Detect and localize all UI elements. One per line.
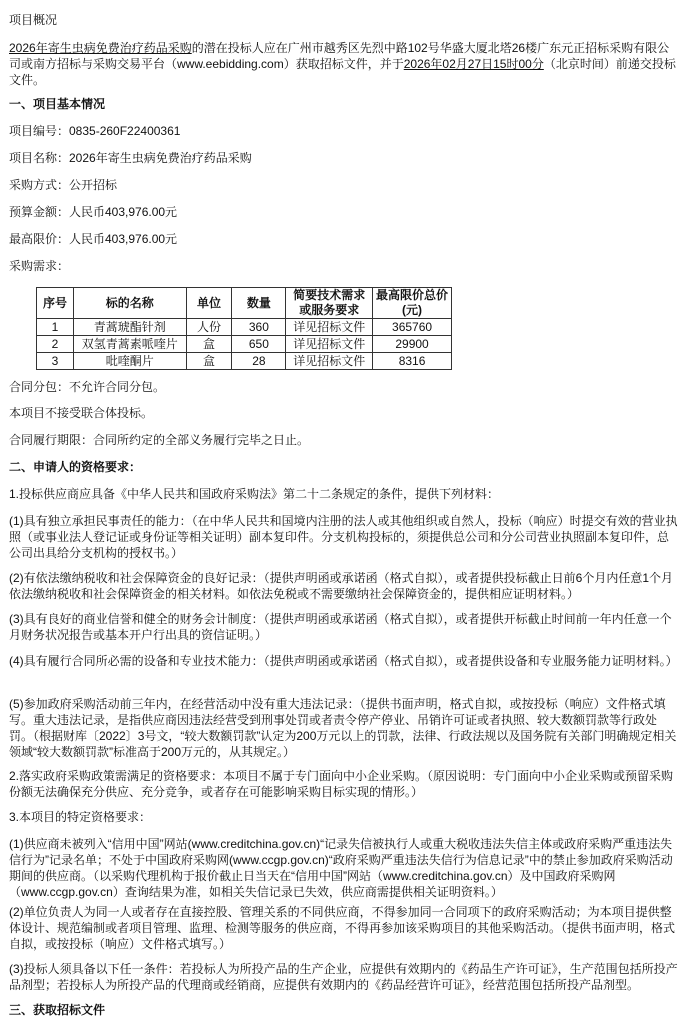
cell: 1 xyxy=(37,319,74,336)
col-header: 数量 xyxy=(232,288,286,319)
qualification-para: (2)单位负责人为同一人或者存在直接控股、管理关系的不同供应商，不得参加同一合同项下的政府采购活动；为本项目提供整体设计、规范编制或者项目管理、监理、检测等服务的供应商，不得再参加该采购项目的其他采购活动。（提供书面声明，格式自拟，或按投标（响应）文件格式填写。） xyxy=(9,905,676,951)
section1-title: 一、项目基本情况 xyxy=(9,97,106,111)
col-header: 标的名称 xyxy=(73,288,186,319)
qualification-para: (4)具有履行合同所必需的设备和专业技术能力：（提供声明函或承诺函（格式自拟），或者提供设备和专业服务能力证明材料。） xyxy=(9,654,678,668)
contract-period: 合同履行期限：合同所约定的全部义务履行完毕之日止。 xyxy=(9,433,310,447)
requirements-table xyxy=(36,287,452,370)
qualification-para: 2.落实政府采购政策需满足的资格要求：本项目不属于专门面向中小企业采购。（原因说明：专门面向中小企业采购或预留采购份额无法确保充分供应、充分竞争，或者存在可能影响采购目标实现的情形。） xyxy=(9,769,674,799)
cell: 详见招标文件 xyxy=(286,319,373,336)
cell: 盒 xyxy=(186,336,232,353)
budget: 预算金额：人民币403,976.00元 xyxy=(9,205,178,219)
cell: 365760 xyxy=(373,319,452,336)
cell: 人份 xyxy=(186,319,232,336)
cell: 2 xyxy=(37,336,74,353)
table-row xyxy=(37,319,452,336)
intro-paragraph xyxy=(9,40,679,88)
cell: 8316 xyxy=(373,353,452,370)
cell: 详见招标文件 xyxy=(286,336,373,353)
cell: 吡喹酮片 xyxy=(73,353,186,370)
col-header: 最高限价总价(元) xyxy=(373,288,452,319)
procurement-method: 采购方式：公开招标 xyxy=(9,178,118,192)
qualification-para: (3)具有良好的商业信誉和健全的财务会计制度：（提供声明函或承诺函（格式自拟），或者提供开标截止时间前一年内任意一个月财务状况报告或基本开户行出具的资信证明。） xyxy=(9,612,672,642)
intro-text-end: （北京时间）前递交投标文件。 xyxy=(9,57,676,87)
cell: 青蒿琥酯针剂 xyxy=(73,319,186,336)
max-price: 最高限价：人民币403,976.00元 xyxy=(9,232,178,246)
deadline: 2026年02月27日15时00分 xyxy=(403,57,544,71)
overview-title: 项目概况 xyxy=(9,13,58,27)
qualification-para: (1)具有独立承担民事责任的能力：（在中华人民共和国境内注册的法人或其他组织或自然人，投标（响应）时提交有效的营业执照（或事业法人登记证或身份证等相关证明）副本复印件。分支机构投标的，须提供总公司和分公司营业执照副本复印件，总公司出具给分支机构的授权书。） xyxy=(9,514,678,560)
cell: 650 xyxy=(232,336,286,353)
col-header: 简要技术需求或服务要求 xyxy=(286,288,373,319)
consortium-note: 本项目不接受联合体投标。 xyxy=(9,406,154,420)
qualification-para: 1.投标供应商应具备《中华人民共和国政府采购法》第二十二条规定的条件，提供下列材料： xyxy=(9,487,500,501)
cell: 3 xyxy=(37,353,74,370)
table-row xyxy=(37,353,452,370)
cell: 28 xyxy=(232,353,286,370)
table-row xyxy=(37,336,452,353)
section2-title: 二、申请人的资格要求： xyxy=(9,460,142,474)
qualification-para: 3.本项目的特定资格要求： xyxy=(9,810,152,824)
project-number: 项目编号：0835-260F22400361 xyxy=(9,124,181,138)
col-header: 单位 xyxy=(186,288,232,319)
cell: 29900 xyxy=(373,336,452,353)
qualification-para: (1)供应商未被列入“信用中国”网站(www.creditchina.gov.cn)“记录失信被执行人或重大税收违法失信主体或政府采购严重违法失信行为”记录名单；不处于中国政府采购网(www.ccgp.gov.cn)“政府采购严重违法失信行为信息记录”中的禁止参加政府采购活动期间的供应商。（以采购代理机构于报价截止日当天在“信用中国”网站（www.creditchina.gov.cn）及中国政府采购网（www.ccgp.gov.cn）查询结果为准，如相关失信记录已失效，供应商需提供相关证明资料。） xyxy=(9,837,673,899)
qualification-para: (2)有依法缴纳税收和社会保障资金的良好记录：（提供声明函或承诺函（格式自拟），或者提供投标截止日前6个月内任意1个月依法缴纳税收和社会保障资金的相关材料。如依法免税或不需要缴纳社会保障资金的，提供相应证明材料。） xyxy=(9,571,674,601)
cell: 详见招标文件 xyxy=(286,353,373,370)
cell: 双氢青蒿素哌喹片 xyxy=(73,336,186,353)
table-header-row xyxy=(37,288,452,319)
cell: 盒 xyxy=(186,353,232,370)
col-header: 序号 xyxy=(37,288,74,319)
project-name: 项目名称：2026年寄生虫病免费治疗药品采购 xyxy=(9,151,252,165)
subcontract-note: 合同分包：不允许合同分包。 xyxy=(9,380,166,394)
qualification-para: (5)参加政府采购活动前三年内，在经营活动中没有重大违法记录：（提供书面声明，格式自拟，或按投标（响应）文件格式填写。重大违法记录，是指供应商因违法经营受到刑事处罚或者责令停产停业、吊销许可证或者执照、较大数额罚款等行政处罚。（根据财库〔2022〕3号文，“较大数额罚款”认定为200万元以上的罚款，法律、行政法规以及国务院有关部门明确规定相关领域“较大数额罚款”标准高于200万元的，从其规定。） xyxy=(9,697,677,759)
qualification-para: (3)投标人须具备以下任一条件：若投标人为所投产品的生产企业，应提供有效期内的《药品生产许可证》，生产范围包括所投产品剂型；若投标人为所投产品的代理商或经销商，应提供有效期内的《药品经营许可证》，经营范围包括所投产品剂型。 xyxy=(9,962,678,992)
cell: 360 xyxy=(232,319,286,336)
project-link[interactable]: 2026年寄生虫病免费治疗药品采购 xyxy=(9,41,192,55)
section3-title: 三、获取招标文件 xyxy=(9,1003,106,1017)
intro-text: 的潜在投标人应在广州市越秀区先烈中路102号华盛大厦北塔26楼广东元正招标采购有限公司或南方招标与采购交易平台（www.eebidding.com）获取招标文件，并于 xyxy=(9,41,670,71)
requirements-label: 采购需求： xyxy=(9,259,70,273)
